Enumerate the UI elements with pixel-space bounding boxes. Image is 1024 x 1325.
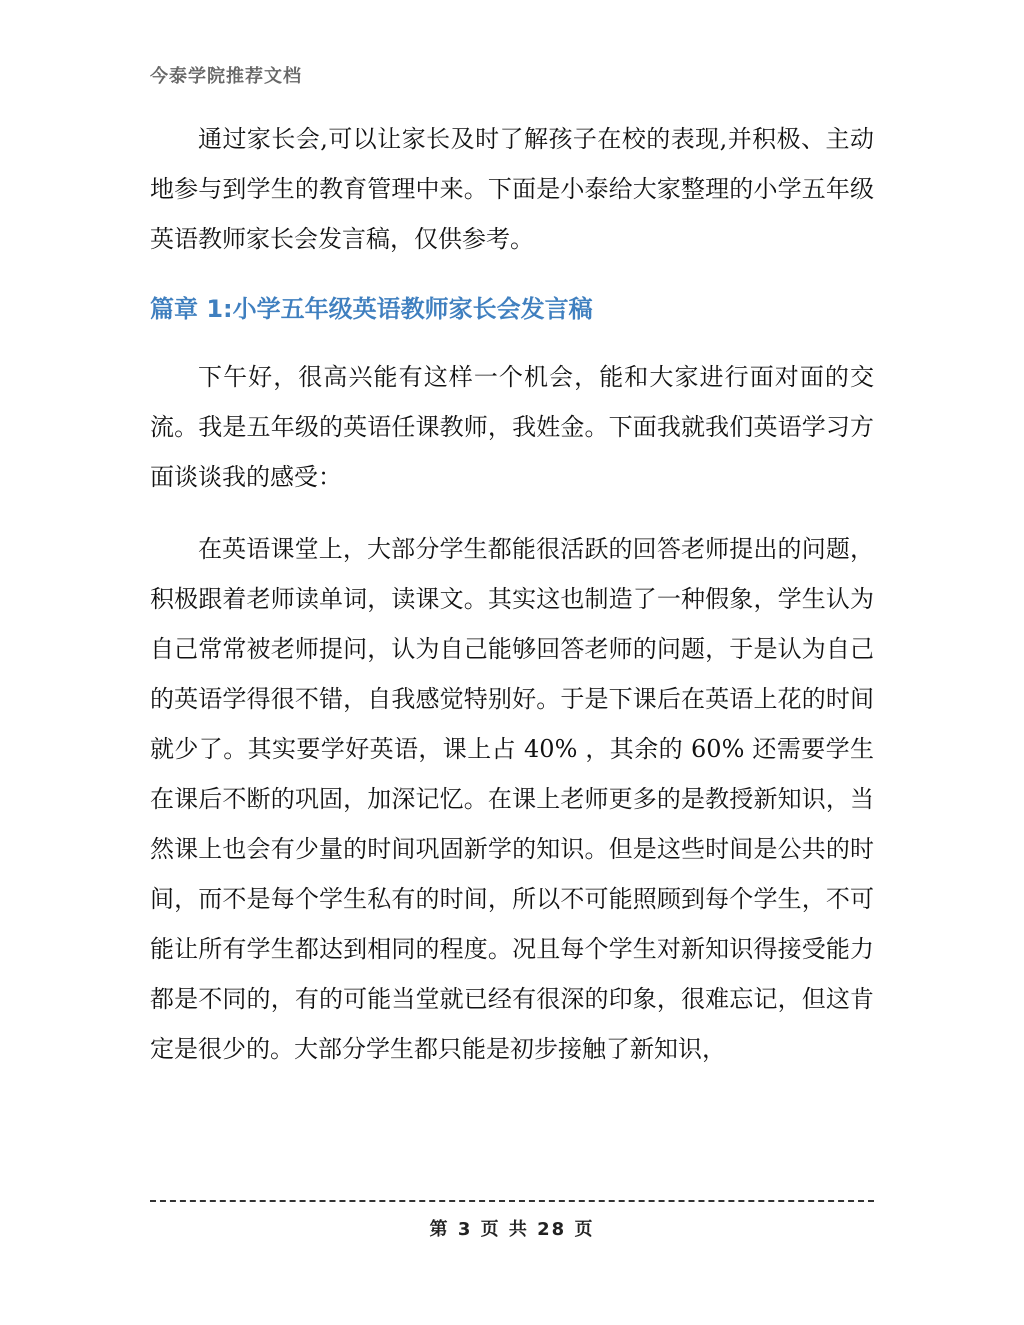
body-paragraph-1: 下午好，很高兴能有这样一个机会，能和大家进行面对面的交流。我是五年级的英语任课教师，我姓金。下面我就我们英语学习方面谈谈我的感受： bbox=[150, 363, 874, 491]
body-paragraph-2: 在英语课堂上，大部分学生都能很活跃的回答老师提出的问题，积极跟着老师读单词，读课文。其实这也制造了一种假象，学生认为自己常常被老师提问，认为自己能够回答老师的问题，于是认为自己的英语学得很不错，自我感觉特别好。于是下课后在英语上花的时间就少了。其实要学好英语，课上占 40% ，其余的 60% 还需要学生在课后不断的巩固，加深记忆。在课上老师更多的是教授新知识，当然课上也会有少量的时间巩固新学的知识。但是这些时间是公共的时间，而不是每个学生私有的时间，所以不可能照顾到每个学生，不可能让所有学生都达到相同的程度。况且每个学生对新知识得接受能力都是不同的，有的可能当堂就已经有很深的印象，很难忘记，但这肯定是很少的。大部分学生都只能是初步接触了新知识， bbox=[150, 535, 874, 1063]
page-number: 第 3 页 共 28 页 bbox=[429, 1219, 595, 1240]
document-header: 今泰学院推荐文档 bbox=[150, 66, 302, 87]
intro-paragraph: 通过家长会,可以让家长及时了解孩子在校的表现,并积极、主动地参与到学生的教育管理中来。下面是小泰给大家整理的小学五年级英语教师家长会发言稿，仅供参考。 bbox=[150, 125, 874, 253]
document-body bbox=[150, 114, 874, 1074]
footer-divider bbox=[150, 1200, 874, 1202]
chapter-heading: 篇章 1:小学五年级英语教师家长会发言稿 bbox=[150, 295, 593, 323]
